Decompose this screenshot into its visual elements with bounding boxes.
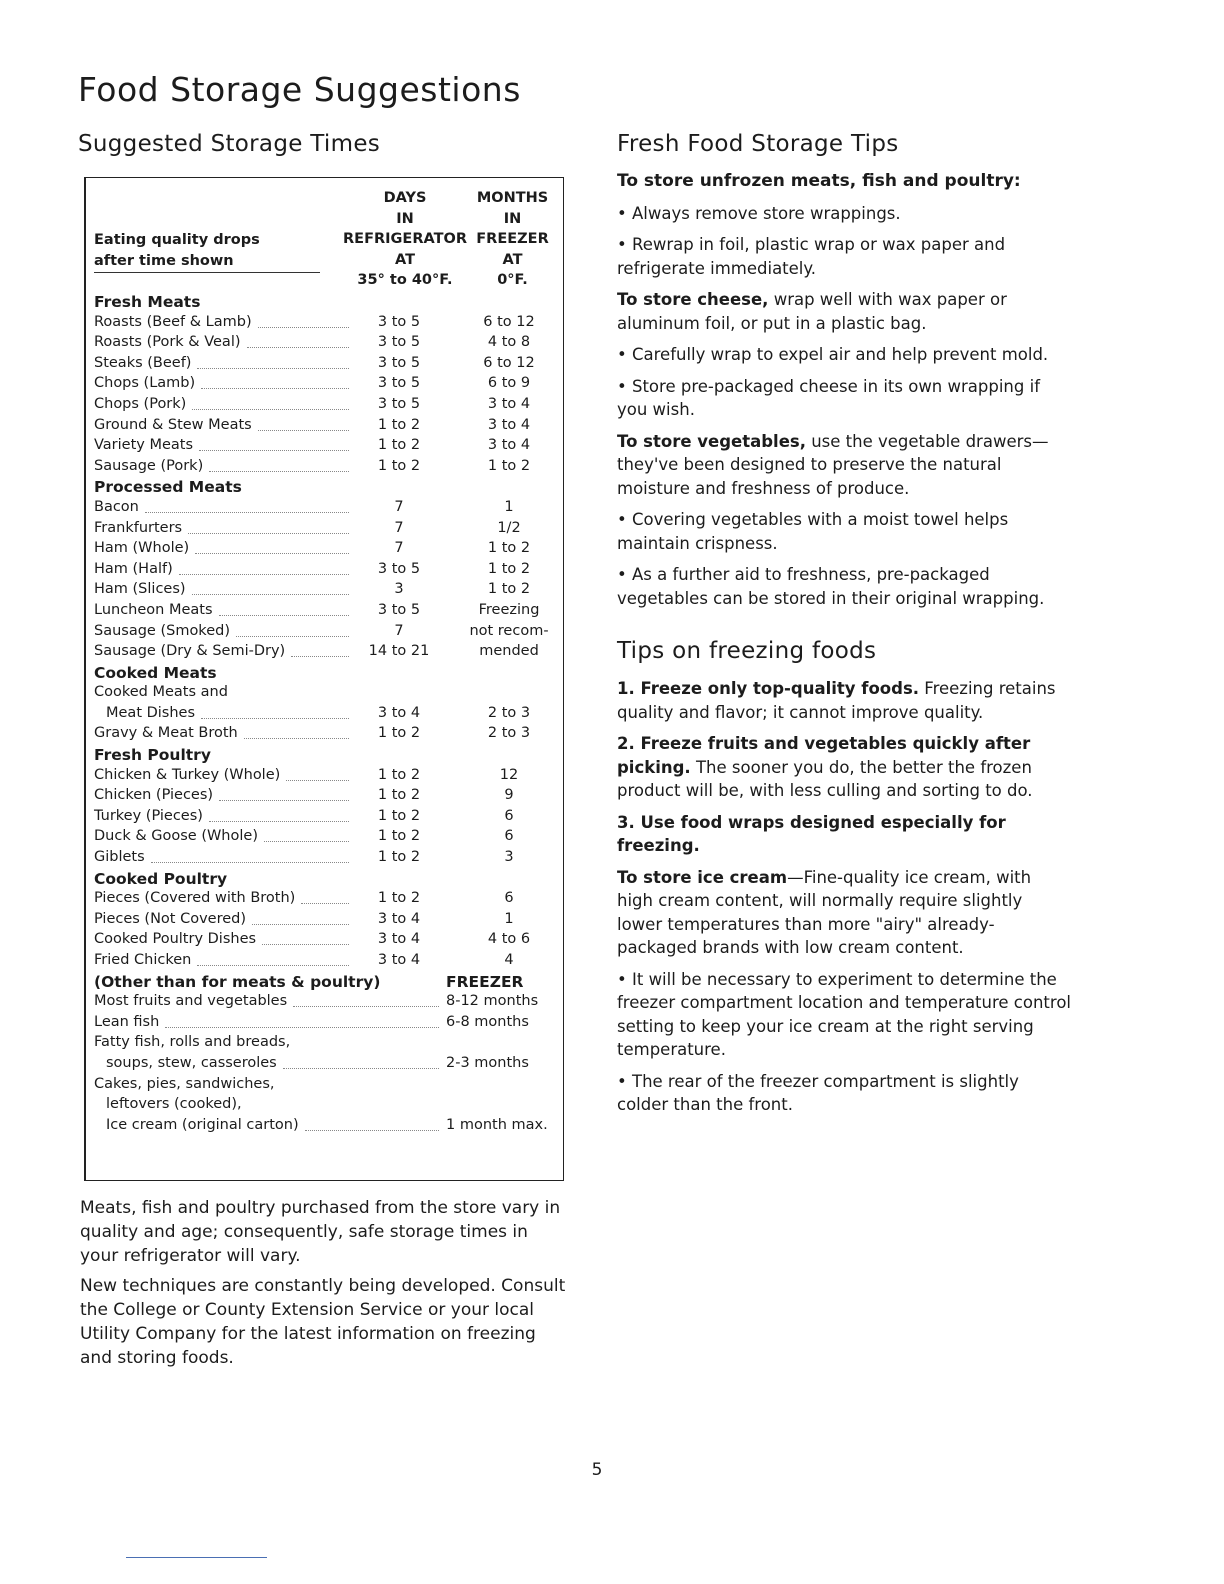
row-label: Pieces (Covered with Broth) — [94, 890, 296, 907]
row-label: Chicken (Pieces) — [94, 787, 214, 804]
table-row — [94, 314, 564, 335]
table-row — [94, 931, 564, 952]
months-value: 2 to 3 — [487, 704, 531, 721]
days-value: 1 to 2 — [377, 828, 421, 845]
leader-dots — [201, 718, 349, 719]
freezer-col-header: FREEZER — [446, 972, 524, 991]
months-value: 12 — [499, 766, 519, 783]
row-label: Ground & Stew Meats — [94, 416, 252, 433]
freeze-tip-3: 3. Use food wraps designed especially for freezing. — [617, 812, 1006, 855]
days-value: 1 to 2 — [377, 766, 421, 783]
table-row — [94, 828, 564, 849]
row-label: Most fruits and vegetables — [94, 993, 288, 1010]
table-row — [94, 561, 564, 582]
table-row — [94, 334, 564, 355]
days-value: 1 to 2 — [377, 807, 421, 824]
months-value: 1 to 2 — [487, 540, 531, 557]
leader-dots — [165, 1027, 439, 1028]
ice-cream-tip: To store ice cream—Fine-quality ice cream, with high cream content, will normally require slightly lower temperatures than more "airy" already-packaged brands with low cream content. — [617, 867, 1032, 957]
months-value: 1 — [504, 910, 514, 927]
table-section-header — [94, 746, 564, 767]
days-value: 3 — [394, 581, 404, 598]
storage-times-heading: Suggested Storage Times — [78, 131, 381, 157]
months-value: Freezing — [478, 601, 540, 618]
days-value: 1 to 2 — [377, 416, 421, 433]
bullet-item: • The rear of the freezer compartment is slightly colder than the front. — [617, 1071, 1019, 1114]
days-value: 7 — [394, 519, 404, 536]
leader-dots — [283, 1068, 439, 1069]
row-label: Bacon — [94, 498, 139, 515]
months-value: 1/2 — [497, 519, 521, 536]
fresh-tips-heading: Fresh Food Storage Tips — [617, 131, 899, 157]
leader-dots — [192, 409, 349, 410]
page-number: 5 — [591, 1460, 603, 1480]
leader-dots — [301, 903, 349, 904]
days-value: 1 to 2 — [377, 725, 421, 742]
months-value: 1 to 2 — [487, 457, 531, 474]
row-label: Variety Meats — [94, 437, 194, 454]
col-header-months: MONTHS IN FREEZER AT 0°F. — [476, 190, 549, 288]
leader-dots — [305, 1130, 439, 1131]
leader-dots — [291, 656, 349, 657]
row-label: Fatty fish, rolls and breads, — [94, 1034, 291, 1051]
extension-service-paragraph: New techniques are constantly being developed. Consult the College or County Extension Service or your local Utility Company for the latest information on freezing and storing foods. — [80, 1276, 566, 1368]
row-label: Sausage (Smoked) — [94, 622, 230, 639]
table-row — [94, 1055, 564, 1076]
months-value: 6 — [504, 890, 514, 907]
row-label: Roasts (Beef & Lamb) — [94, 313, 252, 330]
row-label: Giblets — [94, 849, 145, 866]
table-row — [94, 375, 564, 396]
months-value: 3 to 4 — [487, 395, 531, 412]
row-label: leftovers (cooked), — [106, 1096, 242, 1113]
fresh-tips-section — [617, 170, 1072, 618]
days-value: 3 to 5 — [377, 395, 421, 412]
leader-dots — [219, 615, 349, 616]
months-value: 6 — [504, 807, 514, 824]
days-value: 1 to 2 — [377, 437, 421, 454]
vegetables-tip: To store vegetables, use the vegetable drawers—they've been designed to preserve the natural moisture and freshness of produce. — [617, 431, 1049, 498]
table-row — [94, 396, 564, 417]
row-label: Turkey (Pieces) — [94, 807, 203, 824]
meats-tip-title: To store unfrozen meats, fish and poultry: — [617, 171, 1021, 191]
table-section-header — [94, 973, 564, 994]
table-row — [94, 458, 564, 479]
table-row — [94, 705, 564, 726]
months-value: 6 to 12 — [483, 354, 535, 371]
row-label: Cooked Meats — [94, 663, 217, 682]
months-value: 1 to 2 — [487, 581, 531, 598]
table-row — [94, 952, 564, 973]
leader-dots — [286, 780, 349, 781]
table-row — [94, 602, 564, 623]
months-value: 6 to 9 — [487, 375, 531, 392]
table-row — [94, 1117, 564, 1138]
freeze-tip-2: 2. Freeze fruits and vegetables quickly after picking. The sooner you do, the better the frozen product will be, with less culling and sorting to do. — [617, 734, 1033, 800]
table-row — [94, 1014, 564, 1035]
table-row — [94, 808, 564, 829]
row-label: Steaks (Beef) — [94, 354, 192, 371]
row-label: Fresh Poultry — [94, 746, 211, 765]
days-value: 3 to 5 — [377, 560, 421, 577]
freezer-value: 2-3 months — [446, 1054, 529, 1071]
table-row — [94, 787, 564, 808]
storage-table-rows — [94, 293, 564, 1137]
row-label: Pieces (Not Covered) — [94, 910, 247, 927]
days-value: 1 to 2 — [377, 787, 421, 804]
months-value: 3 — [504, 849, 514, 866]
months-value: 3 to 4 — [487, 437, 531, 454]
divider — [94, 272, 320, 273]
page-title: Food Storage Suggestions — [78, 70, 521, 109]
table-row — [94, 499, 564, 520]
table-section-header — [94, 293, 564, 314]
bullet-item: • It will be necessary to experiment to determine the freezer compartment location and temperature control setting to keep your ice cream at the right serving temperature. — [617, 969, 1071, 1059]
table-row — [94, 993, 564, 1014]
freeze-tip-1: 1. Freeze only top-quality foods. Freezing retains quality and flavor; it cannot improve quality. — [617, 679, 1056, 722]
bullet-item: • Carefully wrap to expel air and help prevent mold. — [617, 345, 1049, 364]
days-value: 3 to 4 — [377, 931, 421, 948]
row-label: Cooked Poultry Dishes — [94, 931, 257, 948]
bullet-item: • Store pre-packaged cheese in its own wrapping if you wish. — [617, 376, 1041, 419]
row-label: Ice cream (original carton) — [106, 1116, 299, 1133]
footer-rule — [126, 1557, 267, 1558]
eating-quality-note: Eating quality drops after time shown — [94, 232, 260, 269]
row-label: (Other than for meats & poultry) — [94, 972, 381, 991]
table-row — [94, 1076, 564, 1097]
table-row — [94, 540, 564, 561]
months-value: not recom- — [469, 622, 549, 639]
col-header-days: DAYS IN REFRIGERATOR AT 35° to 40°F. — [343, 190, 467, 288]
row-label: Cooked Meats and — [94, 684, 228, 701]
row-label: Fried Chicken — [94, 952, 192, 968]
leader-dots — [188, 533, 349, 534]
days-value: 3 to 5 — [377, 375, 421, 392]
months-value: 1 — [504, 498, 514, 515]
months-value: mended — [479, 643, 539, 660]
days-value: 14 to 21 — [368, 643, 430, 660]
freezer-value: 6-8 months — [446, 1013, 529, 1030]
row-label: Chicken & Turkey (Whole) — [94, 766, 281, 783]
row-label: Lean fish — [94, 1013, 160, 1030]
months-value: 2 to 3 — [487, 725, 531, 742]
row-label: Ham (Slices) — [94, 581, 186, 598]
table-row — [94, 581, 564, 602]
row-label: Chops (Pork) — [94, 395, 187, 412]
months-value: 3 to 4 — [487, 416, 531, 433]
table-row — [94, 767, 564, 788]
cheese-tip: To store cheese, wrap well with wax paper or aluminum foil, or put in a plastic bag. — [617, 290, 1007, 333]
row-label: Sausage (Pork) — [94, 457, 204, 474]
leader-dots — [247, 347, 349, 348]
leader-dots — [179, 574, 349, 575]
store-quality-paragraph: Meats, fish and poultry purchased from the store vary in quality and age; consequently, safe storage times in your refrigerator will vary. — [80, 1198, 561, 1266]
leader-dots — [145, 512, 349, 513]
days-value: 3 to 5 — [377, 601, 421, 618]
leader-dots — [262, 944, 349, 945]
bullet-item: • Rewrap in foil, plastic wrap or wax paper and refrigerate immediately. — [617, 235, 1006, 278]
row-label: Duck & Goose (Whole) — [94, 828, 258, 845]
bullet-item: • Always remove store wrappings. — [617, 203, 901, 223]
months-value: 4 to 6 — [487, 931, 531, 948]
days-value: 3 to 4 — [377, 910, 421, 927]
days-value: 3 to 5 — [377, 354, 421, 371]
row-label: Frankfurters — [94, 519, 183, 536]
row-label: Meat Dishes — [106, 704, 196, 721]
leader-dots — [197, 368, 349, 369]
days-value: 1 to 2 — [377, 457, 421, 474]
table-row — [94, 643, 564, 664]
row-label: soups, stew, casseroles — [106, 1054, 277, 1071]
leader-dots — [195, 553, 349, 554]
table-row — [94, 355, 564, 376]
months-value: 6 — [504, 828, 514, 845]
row-label: Cakes, pies, sandwiches, — [94, 1075, 275, 1092]
freezing-tips-heading: Tips on freezing foods — [617, 638, 877, 664]
months-value: 6 to 12 — [483, 313, 535, 330]
table-section-header — [94, 664, 564, 685]
days-value: 7 — [394, 622, 404, 639]
table-row — [94, 890, 564, 911]
bullet-item: • As a further aid to freshness, pre-packaged vegetables can be stored in their original wrapping. — [617, 565, 1045, 608]
leader-dots — [293, 1006, 439, 1007]
row-label: Luncheon Meats — [94, 601, 213, 618]
row-label: Processed Meats — [94, 478, 242, 497]
row-label: Gravy & Meat Broth — [94, 725, 238, 742]
row-label: Roasts (Pork & Veal) — [94, 334, 241, 351]
leader-dots — [192, 594, 349, 595]
leader-dots — [258, 430, 349, 431]
days-value: 3 to 4 — [377, 704, 421, 721]
row-label: Ham (Whole) — [94, 540, 190, 557]
days-value: 7 — [394, 498, 404, 515]
days-value: 3 to 5 — [377, 334, 421, 351]
leader-dots — [252, 924, 349, 925]
leader-dots — [236, 636, 349, 637]
leader-dots — [199, 450, 349, 451]
bullet-item: • Covering vegetables with a moist towel helps maintain crispness. — [617, 510, 1009, 553]
days-value: 1 to 2 — [377, 849, 421, 866]
days-value: 1 to 2 — [377, 890, 421, 907]
days-value: 3 to 5 — [377, 313, 421, 330]
freezer-value: 1 month max. — [446, 1116, 548, 1133]
table-row — [94, 725, 564, 746]
table-row — [94, 623, 564, 644]
row-label: Chops (Lamb) — [94, 375, 196, 392]
months-value: 4 to 8 — [487, 334, 531, 351]
leader-dots — [201, 388, 349, 389]
row-label: Cooked Poultry — [94, 869, 228, 888]
table-row — [94, 684, 564, 705]
leader-dots — [264, 841, 349, 842]
table-row — [94, 849, 564, 870]
table-section-header — [94, 478, 564, 499]
leader-dots — [209, 471, 349, 472]
days-value: 3 to 4 — [377, 952, 421, 968]
row-label: Ham (Half) — [94, 560, 173, 577]
months-value: 4 — [504, 952, 514, 968]
table-row — [94, 1096, 564, 1117]
leader-dots — [244, 738, 349, 739]
row-label: Sausage (Dry & Semi-Dry) — [94, 643, 286, 660]
table-row — [94, 520, 564, 541]
months-value: 1 to 2 — [487, 560, 531, 577]
freezing-tips-section — [617, 677, 1072, 1125]
months-value: 9 — [504, 787, 514, 804]
leader-dots — [258, 327, 349, 328]
leader-dots — [209, 821, 349, 822]
table-row — [94, 437, 564, 458]
table-section-header — [94, 870, 564, 891]
table-row — [94, 1034, 564, 1055]
days-value: 7 — [394, 540, 404, 557]
freezer-value: 8-12 months — [446, 993, 539, 1010]
leader-dots — [197, 965, 349, 966]
leader-dots — [151, 862, 349, 863]
table-row — [94, 417, 564, 438]
row-label: Fresh Meats — [94, 293, 201, 311]
leader-dots — [219, 800, 349, 801]
table-row — [94, 911, 564, 932]
